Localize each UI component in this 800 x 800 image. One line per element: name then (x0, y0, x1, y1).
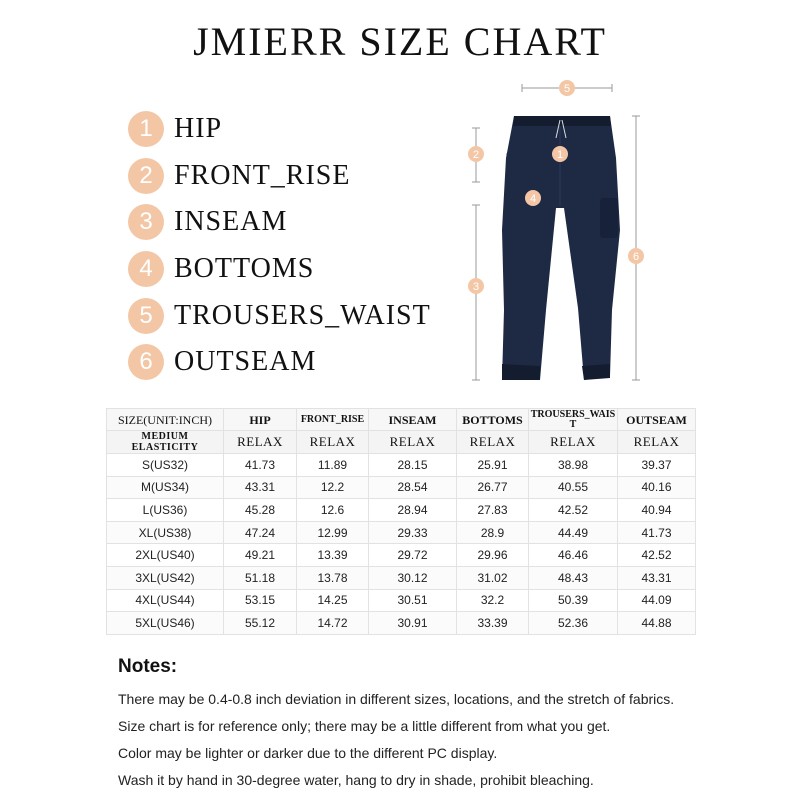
measurement-cell: 44.88 (618, 612, 696, 635)
measurement-cell: 40.16 (618, 476, 696, 499)
table-row (107, 521, 696, 544)
legend-label-hip: HIP (174, 113, 223, 145)
marker-3: 3 (128, 204, 164, 240)
measurement-cell: 55.12 (224, 612, 297, 635)
size-cell: XL(US38) (107, 521, 224, 544)
table-row (107, 566, 696, 589)
subheader-fit: RELAX (529, 431, 618, 454)
legend-item-outseam (128, 339, 431, 386)
table-row (107, 476, 696, 499)
subheader-fit: RELAX (297, 431, 369, 454)
measurement-cell: 30.12 (369, 566, 457, 589)
marker-4: 4 (128, 251, 164, 287)
measurement-cell: 40.55 (529, 476, 618, 499)
cargo-pocket (600, 198, 618, 238)
size-cell: 3XL(US42) (107, 566, 224, 589)
table-row (107, 454, 696, 477)
figure-marker-hip: 1 (556, 149, 564, 161)
notes-section (118, 656, 674, 794)
measurement-cell: 50.39 (529, 589, 618, 612)
table-header-row (107, 409, 696, 431)
measurement-cell: 53.15 (224, 589, 297, 612)
header-front-rise: FRONT_RISE (297, 409, 369, 431)
measurement-cell: 27.83 (457, 499, 529, 522)
measurement-cell: 28.9 (457, 521, 529, 544)
measurement-cell: 42.52 (529, 499, 618, 522)
header-size: SIZE(UNIT:INCH) (107, 409, 224, 431)
measurement-cell: 29.96 (457, 544, 529, 567)
page-title: JMIERR SIZE CHART (193, 19, 607, 64)
subheader-fit: RELAX (224, 431, 297, 454)
measurement-cell: 40.94 (618, 499, 696, 522)
subheader-fit: RELAX (457, 431, 529, 454)
table-row (107, 499, 696, 522)
header-inseam: INSEAM (369, 409, 457, 431)
subheader-fit: RELAX (618, 431, 696, 454)
marker-5: 5 (128, 298, 164, 334)
measurement-cell: 45.28 (224, 499, 297, 522)
header-outseam: OUTSEAM (618, 409, 696, 431)
measurement-cell: 38.98 (529, 454, 618, 477)
measurement-cell: 49.21 (224, 544, 297, 567)
header-trousers-waist: TROUSERS_WAIST (529, 409, 618, 431)
size-table (106, 408, 696, 635)
measurement-cell: 43.31 (224, 476, 297, 499)
legend-item-trousers-waist (128, 292, 431, 339)
figure-marker-front-rise: 2 (472, 149, 480, 161)
note-line: Color may be lighter or darker due to the different PC display. (118, 745, 498, 761)
measurement-cell: 30.51 (369, 589, 457, 612)
legend-item-inseam (128, 199, 431, 246)
size-cell: 4XL(US44) (107, 589, 224, 612)
size-cell: S(US32) (107, 454, 224, 477)
figure-marker-inseam: 3 (472, 281, 480, 293)
measurement-cell: 44.09 (618, 589, 696, 612)
measurement-cell: 41.73 (618, 521, 696, 544)
measurement-cell: 28.15 (369, 454, 457, 477)
table-row (107, 544, 696, 567)
measurement-cell: 43.31 (618, 566, 696, 589)
measurement-cell: 32.2 (457, 589, 529, 612)
measurement-cell: 30.91 (369, 612, 457, 635)
measurement-cell: 12.2 (297, 476, 369, 499)
header-hip: HIP (224, 409, 297, 431)
figure-marker-waist: 5 (563, 83, 571, 95)
legend-label-bottoms: BOTTOMS (174, 253, 315, 285)
measurement-cell: 26.77 (457, 476, 529, 499)
subheader-fit: RELAX (369, 431, 457, 454)
measurement-cell: 29.72 (369, 544, 457, 567)
table-row (107, 589, 696, 612)
measurement-cell: 11.89 (297, 454, 369, 477)
legend-item-bottoms (128, 246, 431, 293)
measurement-cell: 51.18 (224, 566, 297, 589)
measurement-cell: 46.46 (529, 544, 618, 567)
size-cell: 2XL(US40) (107, 544, 224, 567)
measurement-cell: 14.25 (297, 589, 369, 612)
size-cell: M(US34) (107, 476, 224, 499)
header-bottoms: BOTTOMS (457, 409, 529, 431)
legend-label-front-rise: FRONT_RISE (174, 159, 351, 191)
figure-marker-bottoms: 4 (529, 193, 537, 205)
legend-label-outseam: OUTSEAM (174, 346, 317, 378)
measurement-cell: 33.39 (457, 612, 529, 635)
measurement-legend (128, 106, 431, 386)
note-line: There may be 0.4-0.8 inch deviation in different sizes, locations, and the stretch of fabrics. (118, 691, 675, 707)
measurement-cell: 14.72 (297, 612, 369, 635)
legend-label-inseam: INSEAM (174, 206, 288, 238)
measurement-cell: 48.43 (529, 566, 618, 589)
size-cell: L(US36) (107, 499, 224, 522)
right-cuff (582, 364, 610, 380)
table-subheader-row (107, 431, 696, 454)
marker-6: 6 (128, 344, 164, 380)
measurement-cell: 28.54 (369, 476, 457, 499)
measurement-cell: 12.6 (297, 499, 369, 522)
measurement-cell: 44.49 (529, 521, 618, 544)
legend-item-front-rise (128, 153, 431, 200)
pants-illustration (460, 80, 660, 400)
measurement-cell: 47.24 (224, 521, 297, 544)
note-line: Wash it by hand in 30-degree water, hang to dry in shade, prohibit bleaching. (118, 772, 594, 788)
measurement-cell: 52.36 (529, 612, 618, 635)
size-cell: 5XL(US46) (107, 612, 224, 635)
subheader-elasticity: MEDIUM ELASTICITY (107, 431, 224, 454)
measurement-cell: 41.73 (224, 454, 297, 477)
legend-label-trousers-waist: TROUSERS_WAIST (174, 299, 431, 331)
figure-marker-outseam: 6 (632, 251, 640, 263)
measurement-cell: 29.33 (369, 521, 457, 544)
notes-title: Notes: (118, 656, 178, 677)
table-body (107, 454, 696, 635)
measurement-cell: 13.39 (297, 544, 369, 567)
table-row (107, 612, 696, 635)
measurement-cell: 42.52 (618, 544, 696, 567)
marker-2: 2 (128, 158, 164, 194)
measurement-cell: 12.99 (297, 521, 369, 544)
measurement-cell: 39.37 (618, 454, 696, 477)
measurement-cell: 13.78 (297, 566, 369, 589)
measurement-cell: 28.94 (369, 499, 457, 522)
left-cuff (502, 364, 540, 380)
note-line: Size chart is for reference only; there may be a little different from what you get. (118, 718, 611, 734)
marker-1: 1 (128, 111, 164, 147)
legend-item-hip (128, 106, 431, 153)
measurement-cell: 31.02 (457, 566, 529, 589)
measurement-cell: 25.91 (457, 454, 529, 477)
